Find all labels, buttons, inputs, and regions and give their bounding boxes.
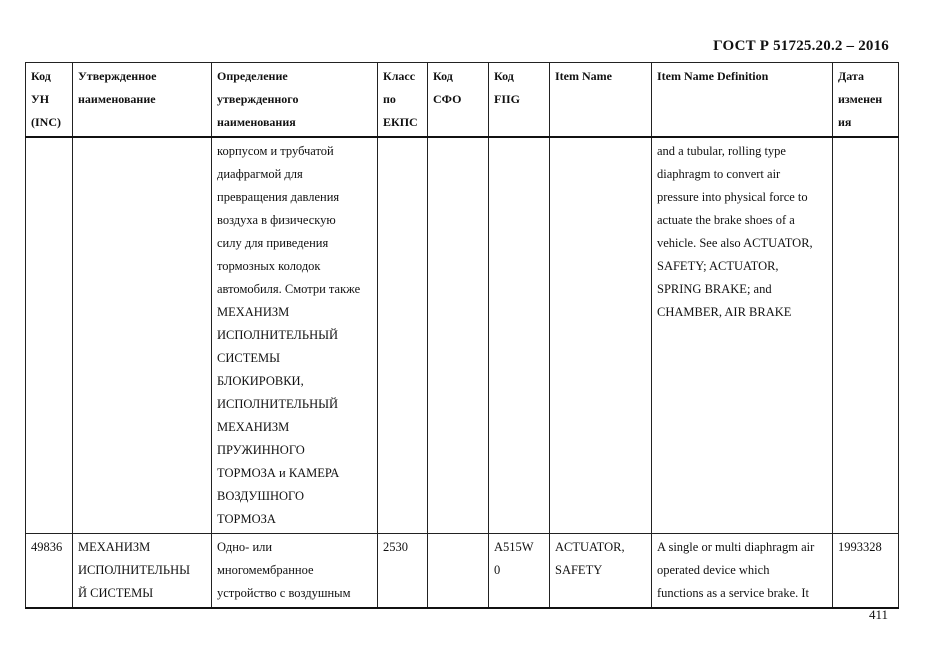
header-name-definition: Определение утвержденного наименования (212, 63, 378, 138)
header-sfo-code: Код СФО (428, 63, 489, 138)
cell-name-definition: Одно- или многомембранное устройство с воздушным (212, 534, 378, 609)
cell-change-date: 1993328 (833, 534, 899, 609)
cell-change-date (833, 137, 899, 534)
header-inc-code: Код УН (INC) (26, 63, 73, 138)
document-standard-header: ГОСТ Р 51725.20.2 – 2016 (713, 38, 889, 54)
header-approved-name: Утвержденное наименование (73, 63, 212, 138)
header-ekps-class: Класс по ЕКПС (378, 63, 428, 138)
table-header (26, 63, 899, 138)
page-number: 411 (868, 607, 888, 622)
table-body (26, 137, 899, 608)
table-row-continued (26, 137, 899, 534)
cell-inc-code (26, 137, 73, 534)
header-change-date: Дата изменен ия (833, 63, 899, 138)
cell-fiig-code: A515W 0 (489, 534, 550, 609)
cell-fiig-code (489, 137, 550, 534)
header-item-name-definition: Item Name Definition (652, 63, 833, 138)
header-fiig-code: Код FIIG (489, 63, 550, 138)
cell-item-name-definition: and a tubular, rolling type diaphragm to convert air pressure into physical force to actuate the brake shoes of a vehicle. See also ACTUATOR, SAFETY; ACTUATOR, SPRING BRAKE; and CHAMBER, AIR BRAKE (652, 137, 833, 534)
table-row-entry (26, 534, 899, 609)
cell-approved-name: МЕХАНИЗМ ИСПОЛНИТЕЛЬНЫ Й СИСТЕМЫ (73, 534, 212, 609)
cell-sfo-code (428, 534, 489, 609)
header-item-name: Item Name (550, 63, 652, 138)
cell-name-definition: корпусом и трубчатой диафрагмой для превращения давления воздуха в физическую силу для приведения тормозных колодок автомобиля. Смотри также МЕХАНИЗМ ИСПОЛНИТЕЛЬНЫЙ СИСТЕМЫ БЛОКИРОВКИ, ИСПОЛНИТЕЛЬНЫЙ МЕХАНИЗМ ПРУЖИННОГО ТОРМОЗА и КАМЕРА ВОЗДУШНОГО ТОРМОЗА (212, 137, 378, 534)
cell-item-name (550, 137, 652, 534)
cell-item-name-definition: A single or multi diaphragm air operated device which functions as a service brake. It (652, 534, 833, 609)
classification-table (25, 62, 899, 609)
header-row (26, 63, 899, 138)
cell-ekps-class: 2530 (378, 534, 428, 609)
cell-item-name: ACTUATOR, SAFETY (550, 534, 652, 609)
cell-sfo-code (428, 137, 489, 534)
cell-inc-code: 49836 (26, 534, 73, 609)
cell-approved-name (73, 137, 212, 534)
cell-ekps-class (378, 137, 428, 534)
